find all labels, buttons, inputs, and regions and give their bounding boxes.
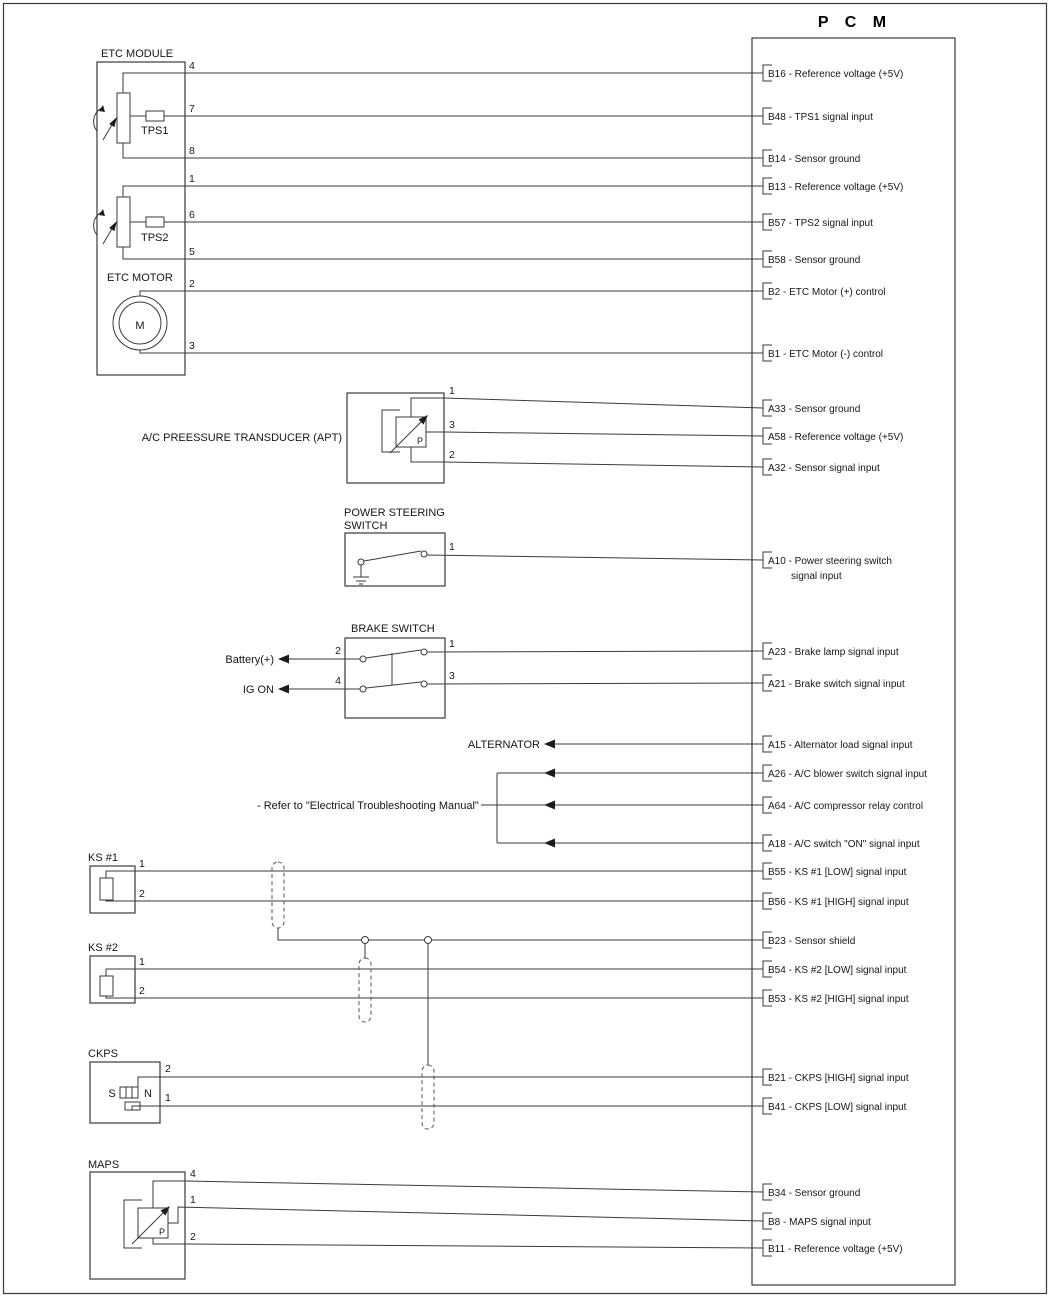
brake-pin2: 2 bbox=[335, 645, 341, 657]
etc-pin2: 2 bbox=[189, 278, 195, 290]
pin-label-b23: B23 - Sensor shield bbox=[768, 936, 856, 947]
apt-wires bbox=[411, 398, 763, 467]
etc-pin1: 1 bbox=[189, 173, 195, 185]
alternator-arrowhead bbox=[544, 740, 555, 749]
brake-switch bbox=[225, 623, 763, 718]
tps1-resistor bbox=[117, 93, 130, 143]
power-steering-switch bbox=[344, 507, 763, 586]
brake-switch-label: BRAKE SWITCH bbox=[351, 623, 435, 635]
apt-label: A/C PREESSURE TRANSDUCER (APT) bbox=[141, 432, 342, 444]
pcm-pin-a26 bbox=[763, 765, 927, 781]
ckps-n-pole: N bbox=[144, 1088, 152, 1100]
crankshaft-position-sensor bbox=[88, 1048, 763, 1123]
pin-label-b41: B41 - CKPS [LOW] signal input bbox=[768, 1102, 907, 1113]
pcm-pin-b34 bbox=[763, 1184, 860, 1200]
ks1-pin1: 1 bbox=[139, 858, 145, 870]
pin-label-b48: B48 - TPS1 signal input bbox=[768, 112, 873, 123]
ks1-pin2: 2 bbox=[139, 888, 145, 900]
ckps-s-pole: S bbox=[108, 1088, 116, 1100]
brake-pin1: 1 bbox=[449, 638, 455, 650]
pin-label-a58: A58 - Reference voltage (+5V) bbox=[768, 432, 904, 443]
pcm-pin-b8 bbox=[763, 1213, 871, 1229]
etc-module bbox=[94, 48, 763, 375]
pin-label-a23: A23 - Brake lamp signal input bbox=[768, 647, 899, 658]
pin-label-a33: A33 - Sensor ground bbox=[768, 404, 861, 415]
ks1-label: KS #1 bbox=[88, 852, 118, 864]
pin-label-b53: B53 - KS #2 [HIGH] signal input bbox=[768, 994, 909, 1005]
ks1-wires bbox=[106, 871, 763, 901]
tps2-wiper-contact bbox=[146, 217, 164, 227]
etc-module-label: ETC MODULE bbox=[101, 48, 174, 60]
brake-left-arrowheads bbox=[278, 655, 289, 694]
tps1-wiper-arrowhead bbox=[109, 117, 117, 127]
pin-label-a15: A15 - Alternator load signal input bbox=[768, 740, 913, 751]
pss-pin1: 1 bbox=[449, 541, 455, 553]
pcm-pin-b58 bbox=[763, 251, 860, 267]
alternator-label: ALTERNATOR bbox=[467, 739, 540, 751]
pcm-pin-b48 bbox=[763, 108, 873, 124]
pcm-pin-a58 bbox=[763, 428, 903, 444]
ig-on-label: IG ON bbox=[242, 684, 274, 696]
pcm-pin-a21 bbox=[763, 675, 905, 691]
manual-arrowheads bbox=[544, 769, 555, 848]
tps2-wiper-arm bbox=[103, 227, 113, 244]
pcm-pin-b41 bbox=[763, 1098, 907, 1114]
pcm-pin-b23 bbox=[763, 932, 855, 948]
etc-motor-label: ETC MOTOR bbox=[107, 272, 173, 284]
maps-wires bbox=[153, 1181, 763, 1248]
pin-label-b14: B14 - Sensor ground bbox=[768, 154, 861, 165]
map-sensor bbox=[88, 1159, 763, 1279]
ks2-label: KS #2 bbox=[88, 942, 118, 954]
ckps-core bbox=[120, 1087, 138, 1098]
motor-letter: M bbox=[135, 320, 145, 332]
pcm-pin-a10 bbox=[763, 552, 892, 582]
pin-label-b55: B55 - KS #1 [LOW] signal input bbox=[768, 867, 907, 878]
alternator bbox=[468, 739, 763, 751]
brake-contact-4 bbox=[421, 681, 427, 687]
maps-pin2: 2 bbox=[190, 1231, 196, 1243]
knock-sensor-1 bbox=[88, 852, 763, 913]
maps-pin4: 4 bbox=[190, 1168, 196, 1180]
brake-switch-box bbox=[345, 638, 445, 718]
shield-wires bbox=[278, 928, 763, 1065]
pcm-pins bbox=[763, 65, 927, 1256]
ks2-wires bbox=[106, 969, 763, 998]
pin-label-b58: B58 - Sensor ground bbox=[768, 255, 861, 266]
knock-sensor-2 bbox=[88, 942, 763, 1003]
ks2-pin2: 2 bbox=[139, 985, 145, 997]
brake-contact-3 bbox=[360, 686, 366, 692]
pcm-pin-b57 bbox=[763, 214, 873, 230]
pin-label-b1: B1 - ETC Motor (-) control bbox=[768, 349, 884, 360]
pcm-pin-b13 bbox=[763, 178, 903, 194]
pin-label-a32: A32 - Sensor signal input bbox=[768, 463, 880, 474]
pin-label-a18: A18 - A/C switch "ON" signal input bbox=[768, 839, 920, 850]
pss-label-line2: SWITCH bbox=[344, 520, 388, 532]
pin-label-a10-line2: signal input bbox=[791, 571, 842, 582]
tps2-rotation-arc bbox=[94, 212, 102, 235]
pss-ground-symbol bbox=[353, 565, 369, 584]
tps1-wiper-contact bbox=[146, 111, 164, 121]
etc-pin3: 3 bbox=[189, 340, 195, 352]
pin-label-b13: B13 - Reference voltage (+5V) bbox=[768, 182, 904, 193]
ac-pressure-transducer bbox=[142, 385, 763, 483]
maps-pin1: 1 bbox=[190, 1194, 196, 1206]
pcm-pin-b21 bbox=[763, 1069, 909, 1085]
maps-label: MAPS bbox=[88, 1159, 120, 1171]
pin-label-b54: B54 - KS #2 [LOW] signal input bbox=[768, 965, 907, 976]
pin-label-b56: B56 - KS #1 [HIGH] signal input bbox=[768, 897, 909, 908]
tps2-label: TPS2 bbox=[141, 232, 169, 244]
brake-contact-1 bbox=[360, 656, 366, 662]
manual-wires bbox=[481, 773, 763, 843]
apt-pin2: 2 bbox=[449, 449, 455, 461]
pin-label-b34: B34 - Sensor ground bbox=[768, 1188, 861, 1199]
brake-contact-2 bbox=[421, 649, 427, 655]
ks1-element bbox=[100, 878, 113, 900]
pcm-title: P C M bbox=[817, 14, 893, 31]
pss-label-line1: POWER STEERING bbox=[344, 507, 445, 519]
manual-note-label: - Refer to "Electrical Troubleshooting Manual" bbox=[257, 800, 479, 812]
pcm-pin-b2 bbox=[763, 283, 886, 299]
ckps-wires bbox=[132, 1077, 763, 1110]
pin-label-b21: B21 - CKPS [HIGH] signal input bbox=[768, 1073, 909, 1084]
shield-junction-1 bbox=[362, 937, 369, 944]
tps2-rotation-arrowhead bbox=[99, 209, 105, 216]
manual-reference bbox=[257, 769, 763, 848]
pcm-pin-b1 bbox=[763, 345, 883, 361]
ks2-element bbox=[100, 976, 113, 996]
ks2-pin1: 1 bbox=[139, 956, 145, 968]
tps1-rotation-arc bbox=[94, 108, 102, 131]
tps2-resistor bbox=[117, 197, 130, 247]
pcm-pin-b55 bbox=[763, 863, 907, 879]
maps-inner-bracket bbox=[124, 1200, 142, 1248]
pin-label-a64: A64 - A/C compressor relay control bbox=[768, 801, 924, 812]
pcm-pin-a18 bbox=[763, 835, 920, 851]
battery-label: Battery(+) bbox=[225, 654, 274, 666]
brake-pin3: 3 bbox=[449, 670, 455, 682]
apt-pin1: 1 bbox=[449, 385, 455, 397]
brake-pin4: 4 bbox=[335, 675, 341, 687]
pss-contact-right bbox=[421, 551, 427, 557]
ks2-shield-loop bbox=[359, 958, 371, 1022]
etc-pin6: 6 bbox=[189, 209, 195, 221]
pcm-pin-b16 bbox=[763, 65, 903, 81]
tps1-wiper-arm bbox=[103, 123, 113, 140]
ckps-shield-loop bbox=[422, 1065, 434, 1129]
pcm-pin-b54 bbox=[763, 961, 907, 977]
pin-label-a10: A10 - Power steering switch bbox=[768, 556, 892, 567]
apt-p-letter: P bbox=[417, 436, 424, 446]
pin-label-a21: A21 - Brake switch signal input bbox=[768, 679, 905, 690]
etc-pin7: 7 bbox=[189, 103, 195, 115]
ckps-core-hatch bbox=[126, 1087, 132, 1098]
pcm-pin-b11 bbox=[763, 1240, 903, 1256]
tps1-label: TPS1 bbox=[141, 125, 169, 137]
ckps-pin2: 2 bbox=[165, 1063, 171, 1075]
pcm-pin-b14 bbox=[763, 150, 860, 166]
apt-pin3: 3 bbox=[449, 419, 455, 431]
pss-switch-arm bbox=[364, 551, 421, 561]
etc-module-wires bbox=[123, 73, 763, 353]
pcm-pin-b56 bbox=[763, 893, 909, 909]
pin-label-b57: B57 - TPS2 signal input bbox=[768, 218, 873, 229]
brake-switch-wires bbox=[288, 651, 763, 689]
pcm-pin-a33 bbox=[763, 400, 860, 416]
pcm-pin-a23 bbox=[763, 643, 899, 659]
pss-contact-left bbox=[358, 559, 364, 565]
ckps-label: CKPS bbox=[88, 1048, 118, 1060]
sensor-shield bbox=[272, 862, 763, 1129]
pin-label-b11: B11 - Reference voltage (+5V) bbox=[768, 1244, 903, 1255]
ckps-pin1: 1 bbox=[165, 1092, 171, 1104]
etc-pin5: 5 bbox=[189, 246, 195, 258]
etc-pin4: 4 bbox=[189, 60, 195, 72]
tps1-rotation-arrowhead bbox=[99, 105, 105, 112]
pin-label-a26: A26 - A/C blower switch signal input bbox=[768, 769, 927, 780]
brake-switch-arms bbox=[366, 650, 421, 688]
tps2-wiper-arrowhead bbox=[109, 221, 117, 231]
etc-pin8: 8 bbox=[189, 145, 195, 157]
ks1-shield-loop bbox=[272, 862, 284, 928]
pcm-pin-a15 bbox=[763, 736, 913, 752]
maps-p-letter: P bbox=[159, 1227, 166, 1237]
pin-label-b8: B8 - MAPS signal input bbox=[768, 1217, 871, 1228]
pcm-pin-a64 bbox=[763, 797, 923, 813]
shield-junction-2 bbox=[425, 937, 432, 944]
pcm-pin-a32 bbox=[763, 459, 880, 475]
pcm-pin-b53 bbox=[763, 990, 909, 1006]
pin-label-b2: B2 - ETC Motor (+) control bbox=[768, 287, 886, 298]
pin-label-b16: B16 - Reference voltage (+5V) bbox=[768, 69, 904, 80]
pss-wire bbox=[427, 555, 763, 560]
